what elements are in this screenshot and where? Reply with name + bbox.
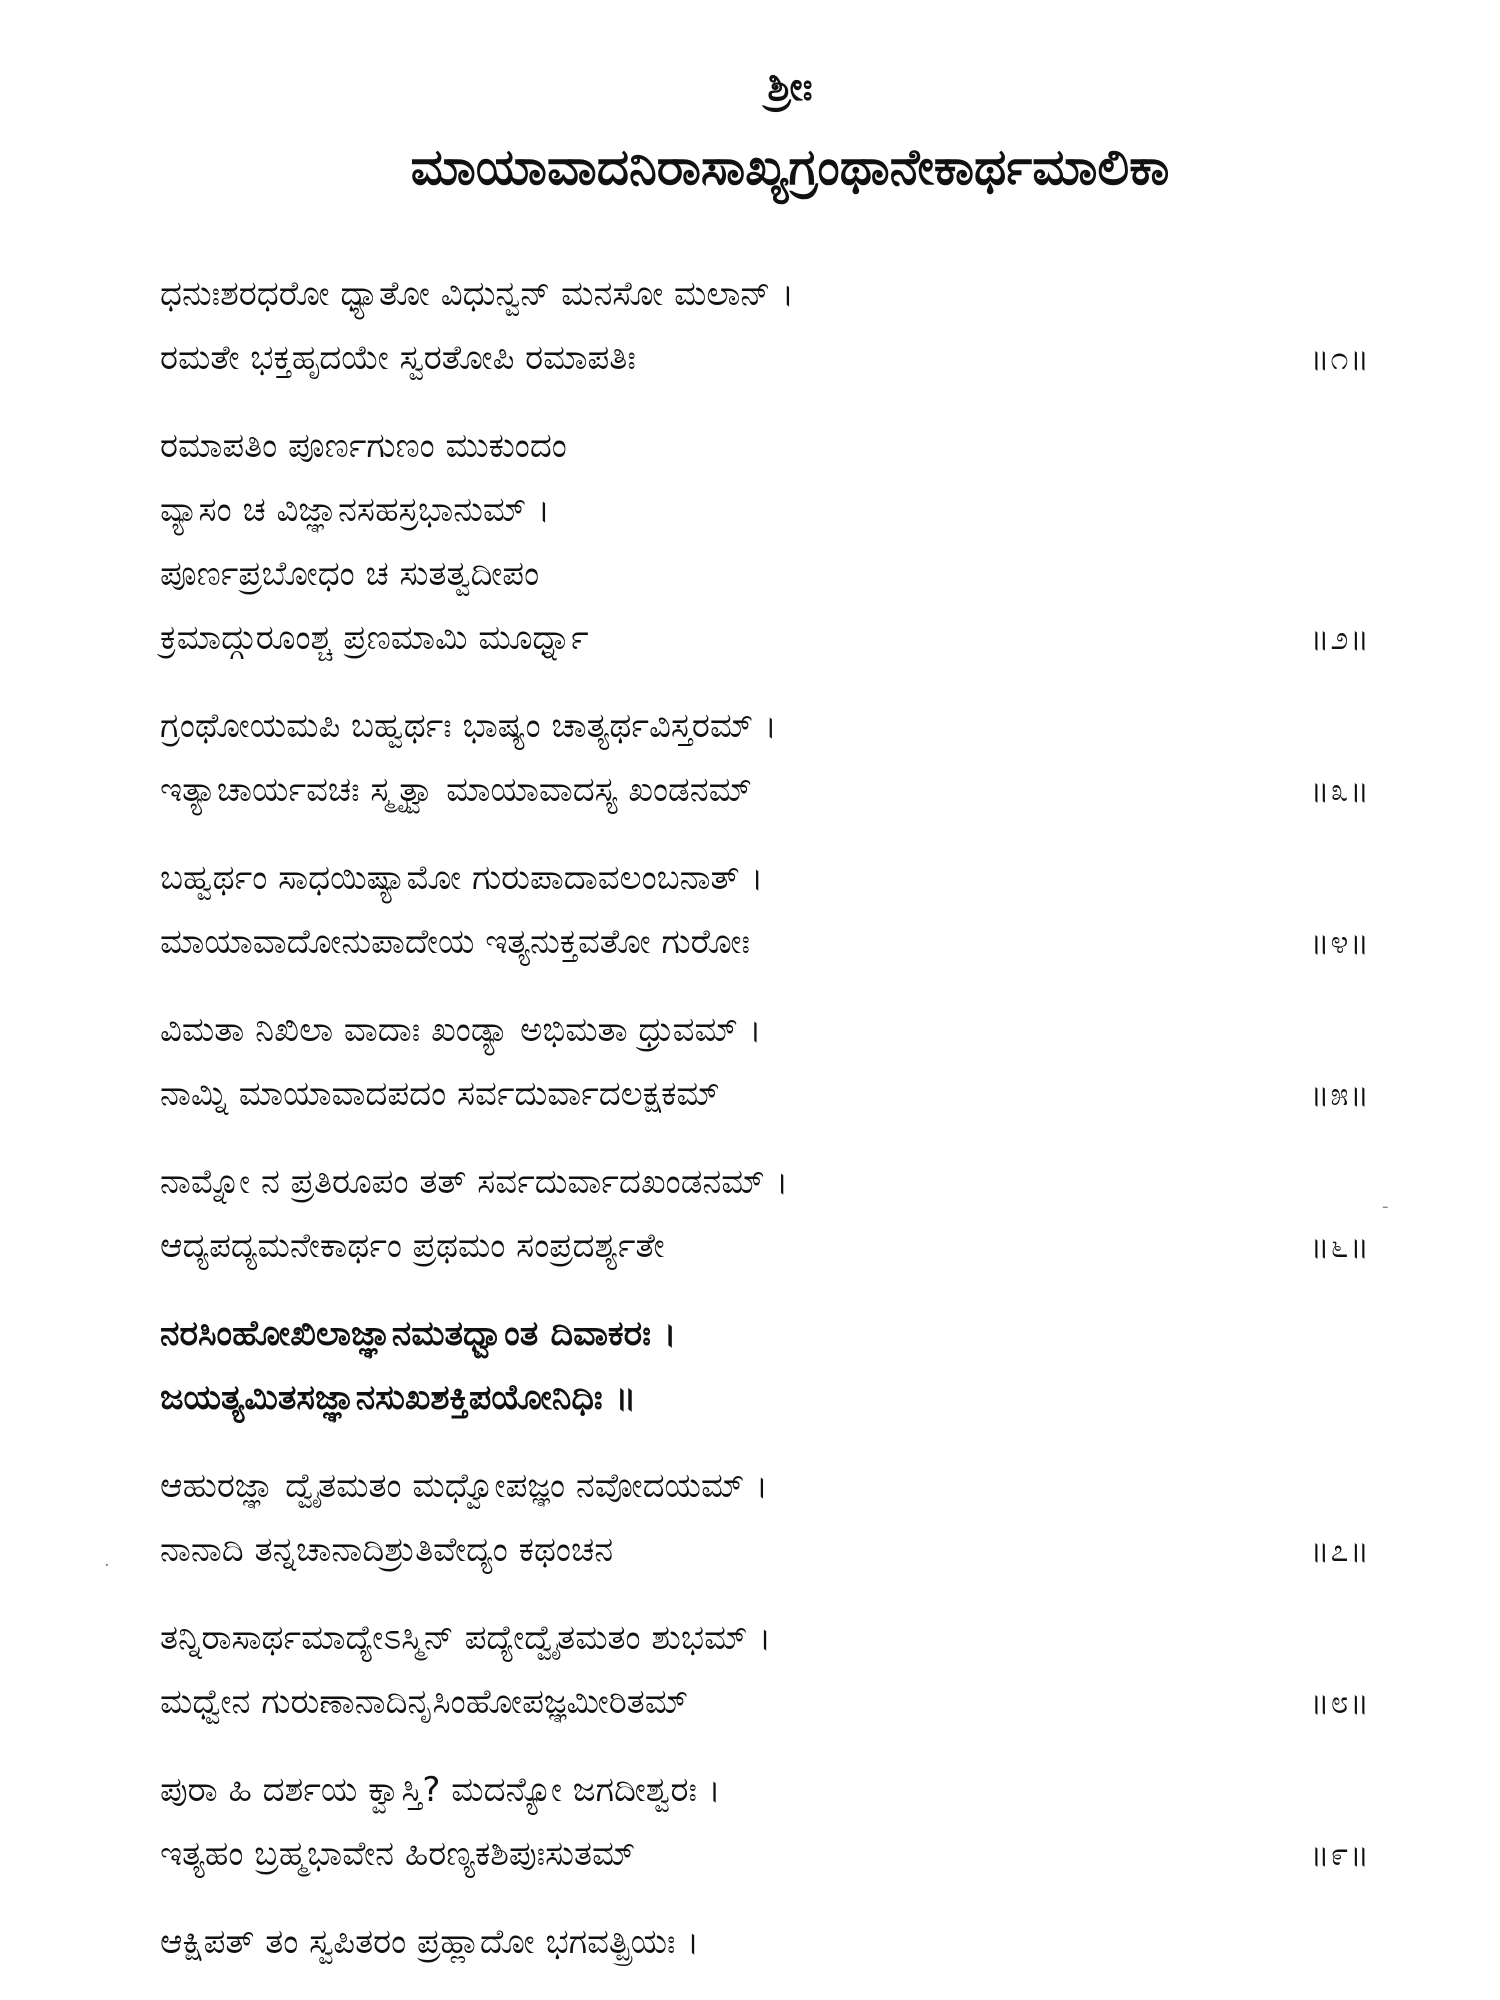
verse-line-text: ಪುರಾ ಹಿ ದರ್ಶಯ ಕ್ವಾಸ್ತಿ? ಮದನ್ಯೋ ಜಗದೀಶ್ವರಃ । <box>160 1770 721 1810</box>
verse-body <box>160 262 1370 1998</box>
verse-line <box>160 262 1360 326</box>
verse-stanza <box>160 262 1370 390</box>
verse-stanza <box>160 1910 1360 1974</box>
verse-line-text: ನರಸಿಂಹೋಖಿಲಾಜ್ಞಾನಮತಧ್ವಾಂತ ದಿವಾಕರಃ । <box>160 1314 677 1354</box>
verse-line-text: ನಾಮ್ನೋ ನ ಪ್ರತಿರೂಪಂ ತತ್ ಸರ್ವದುರ್ವಾದಖಂಡನಮ್ । <box>160 1162 789 1202</box>
verse-stanza <box>160 1454 1370 1582</box>
verse-line <box>160 1062 1370 1126</box>
verse-line-text: ಧನುಃಶರಧರೋ ಧ್ಯಾತೋ ವಿಧುನ್ವನ್ ಮನಸೋ ಮಲಾನ್ । <box>160 274 795 314</box>
verse-stanza <box>160 694 1370 822</box>
verse-stanza <box>160 1606 1370 1734</box>
verse-number: ॥೪॥ <box>1310 923 1370 961</box>
verse-line-text: ರಮತೇ ಭಕ್ತಹೃದಯೇ ಸ್ವರತೋಪಿ ರಮಾಪತಿಃ <box>160 338 636 378</box>
verse-line <box>160 998 1360 1062</box>
verse-line <box>160 1366 1360 1430</box>
verse-number: ॥೫॥ <box>1310 1075 1370 1113</box>
verse-line <box>160 542 1360 606</box>
scan-mark: - <box>1382 1196 1389 1217</box>
verse-line-text: ತನ್ನಿರಾಸಾರ್ಥಮಾದ್ಯೇಽಸ್ಮಿನ್ ಪದ್ಯೇದ್ವೈತಮತಂ ಶುಭಮ್ । <box>160 1618 772 1658</box>
verse-line <box>160 1606 1360 1670</box>
verse-line-text: ಆಹುರಜ್ಞಾ ದ್ವೈತಮತಂ ಮಧ್ವೋಪಜ್ಞಂ ನವೋದಯಮ್ । <box>160 1466 769 1506</box>
verse-stanza <box>160 1758 1370 1886</box>
verse-line-text: ಆದ್ಯಪದ್ಯಮನೇಕಾರ್ಥಂ ಪ್ರಥಮಂ ಸಂಪ್ರದರ್ಶ್ಯತೇ <box>160 1226 665 1266</box>
verse-number: ॥೩॥ <box>1310 771 1370 809</box>
verse-line-text: ನಾಮ್ನಿ ಮಾಯಾವಾದಪದಂ ಸರ್ವದುರ್ವಾದಲಕ್ಷಕಮ್ <box>160 1074 720 1114</box>
verse-line-text: ವ್ಯಾಸಂ ಚ ವಿಜ್ಞಾನಸಹಸ್ರಭಾನುಮ್ । <box>160 490 550 530</box>
verse-line-text: ವಿಮತಾ ನಿಖಿಲಾ ವಾದಾಃ ಖಂಡ್ಯಾ ಅಭಿಮತಾ ಧ್ರುವಮ್ । <box>160 1010 762 1050</box>
verse-line-text: ಗ್ರಂಥೋಯಮಪಿ ಬಹ್ವರ್ಥಃ ಭಾಷ್ಯಂ ಚಾತ್ಯರ್ಥವಿಸ್ತರಮ್ । <box>160 706 777 746</box>
verse-number: ॥೧॥ <box>1310 339 1370 377</box>
verse-stanza <box>160 1302 1360 1430</box>
verse-number: ॥೭॥ <box>1310 1531 1370 1569</box>
scan-mark: · <box>104 1555 110 1576</box>
verse-line-text: ಪೂರ್ಣಪ್ರಬೋಧಂ ಚ ಸುತತ್ವದೀಪಂ <box>160 554 540 594</box>
verse-line-text: ರಮಾಪತಿಂ ಪೂರ್ಣಗುಣಂ ಮುಕುಂದಂ <box>160 426 567 466</box>
verse-line <box>160 1758 1360 1822</box>
verse-line-text: ಬಹ್ವರ್ಥಂ ಸಾಧಯಿಷ್ಯಾಮೋ ಗುರುಪಾದಾವಲಂಬನಾತ್ । <box>160 858 764 898</box>
verse-stanza <box>160 846 1370 974</box>
invocation-heading: ಶ್ರೀಃ <box>767 64 813 110</box>
verse-line-text: ಮಧ್ವೇನ ಗುರುಣಾನಾದಿನೃಸಿಂಹೋಪಜ್ಞಮೀರಿತಮ್ <box>160 1682 689 1722</box>
verse-line <box>160 1822 1370 1886</box>
verse-line <box>160 478 1360 542</box>
verse-number: ॥೬॥ <box>1310 1227 1370 1265</box>
verse-number: ॥೯॥ <box>1310 1835 1370 1873</box>
verse-line <box>160 1454 1360 1518</box>
verse-line <box>160 846 1360 910</box>
verse-line <box>160 1302 1360 1366</box>
verse-stanza <box>160 1150 1370 1278</box>
verse-line <box>160 1518 1370 1582</box>
verse-line <box>160 1910 1360 1974</box>
verse-line-text: ಇತ್ಯಾಚಾರ್ಯವಚಃ ಸ್ಮೃತ್ವಾ ಮಾಯಾವಾದಸ್ಯ ಖಂಡನಮ್ <box>160 770 752 810</box>
verse-line <box>160 1670 1370 1734</box>
verse-number: ॥೮॥ <box>1310 1683 1370 1721</box>
page-title: ಮಾಯಾವಾದನಿರಾಸಾಖ್ಯಗ್ರಂಥಾನೇಕಾರ್ಥಮಾಲಿಕಾ <box>410 138 1170 196</box>
verse-line <box>160 758 1370 822</box>
verse-line <box>160 1214 1370 1278</box>
verse-line-text: ಆಕ್ಷಿಪತ್ ತಂ ಸ್ವಪಿತರಂ ಪ್ರಹ್ಲಾದೋ ಭಗವತ್ಪ್ರಿಯಃ । <box>160 1922 700 1962</box>
verse-line-text: ಕ್ರಮಾದ್ಗುರೂಂಶ್ಚ ಪ್ರಣಮಾಮಿ ಮೂರ್ಧ್ನಾ <box>160 618 589 658</box>
verse-line-text: ಇತ್ಯಹಂ ಬ್ರಹ್ಮಭಾವೇನ ಹಿರಣ್ಯಕಶಿಪುಃಸುತಮ್ <box>160 1834 636 1874</box>
verse-line <box>160 414 1360 478</box>
verse-line <box>160 910 1370 974</box>
verse-line-text: ನಾನಾದಿ ತನ್ನಚಾನಾದಿಶ್ರುತಿವೇದ್ಯಂ ಕಥಂಚನ <box>160 1530 614 1570</box>
verse-line <box>160 326 1370 390</box>
verse-stanza <box>160 414 1370 670</box>
verse-line-text: ಮಾಯಾವಾದೋನುಪಾದೇಯ ಇತ್ಯನುಕ್ತವತೋ ಗುರೋಃ <box>160 922 750 962</box>
verse-stanza <box>160 998 1370 1126</box>
verse-line <box>160 1150 1360 1214</box>
verse-line-text: ಜಯತ್ಯಮಿತಸಜ್ಞಾನಸುಖಶಕ್ತಿಪಯೋನಿಧಿಃ ॥ <box>160 1378 637 1418</box>
verse-number: ॥೨॥ <box>1310 619 1370 657</box>
verse-line <box>160 606 1370 670</box>
verse-line <box>160 694 1360 758</box>
